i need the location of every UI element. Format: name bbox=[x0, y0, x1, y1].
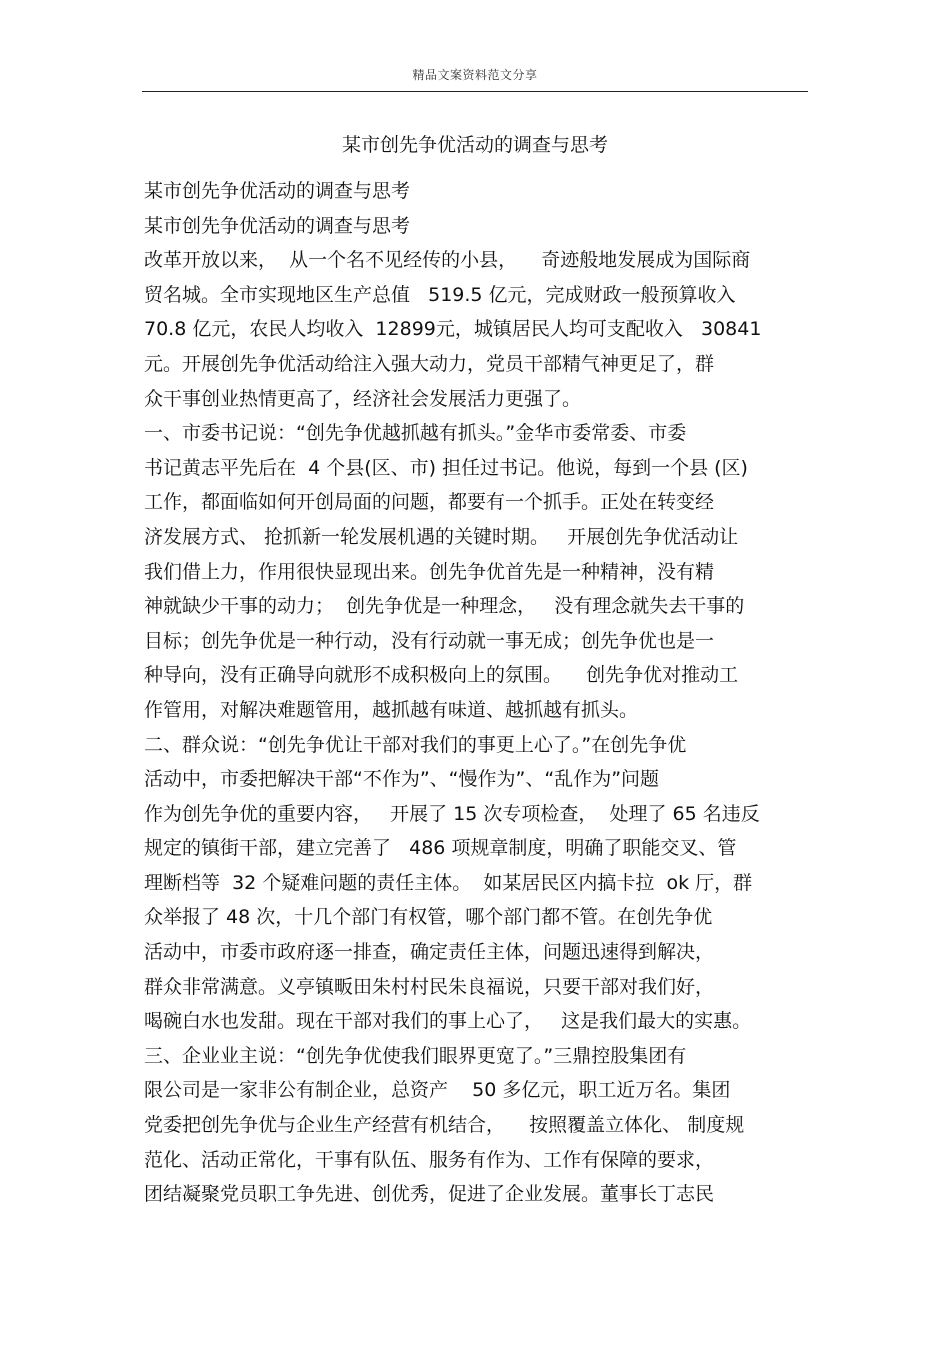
text-line: 群众非常满意。义亭镇畈田朱村村民朱良福说，只要干部对我们好， bbox=[144, 975, 715, 998]
text-line: 范化、活动正常化，干事有队伍、服务有作为、工作有保障的要求， bbox=[144, 1148, 715, 1171]
text-line: 规定的镇街干部，建立完善了 486 项规章制度，明确了职能交叉、管 bbox=[144, 837, 737, 860]
text-line: 书记黄志平先后在 4 个县(区、市) 担任过书记。他说，每到一个县 (区) bbox=[144, 456, 748, 479]
text-line: 理断档等 32 个疑难问题的责任主体。 如某居民区内搞卡拉 ok 厅，群 bbox=[144, 871, 753, 894]
text-line: 作管用，对解决难题管用，越抓越有味道、越抓越有抓头。 bbox=[144, 698, 639, 721]
text-line: 活动中，市委把解决干部“不作为”、“慢作为”、“乱作为”问题 bbox=[144, 768, 660, 791]
text-line: 贸名城。全市实现地区生产总值 519.5 亿元，完成财政一般预算收入 bbox=[144, 283, 736, 306]
text-line: 众干事创业热情更高了，经济社会发展活力更强了。 bbox=[144, 387, 582, 410]
text-line: 目标；创先争优是一种行动，没有行动就一事无成；创先争优也是一 bbox=[144, 629, 715, 652]
text-line: 改革开放以来， 从一个名不见经传的小县， 奇迹般地发展成为国际商 bbox=[144, 249, 751, 272]
text-line: 活动中，市委市政府逐一排查，确定责任主体，问题迅速得到解决， bbox=[144, 941, 715, 964]
text-line: 元。开展创先争优活动给注入强大动力，党员干部精气神更足了，群 bbox=[144, 352, 715, 375]
text-line: 一、市委书记说：“创先争优越抓越有抓头。”金华市委常委、市委 bbox=[144, 422, 687, 445]
text-line: 神就缺少干事的动力； 创先争优是一种理念， 没有理念就失去干事的 bbox=[144, 595, 745, 618]
text-line: 种导向，没有正确导向就形不成积极向上的氛围。 创先争优对推动工 bbox=[144, 664, 739, 687]
body-text bbox=[144, 174, 814, 1212]
text-line: 某市创先争优活动的调查与思考 bbox=[144, 180, 411, 202]
text-line: 限公司是一家非公有制企业，总资产 50 多亿元，职工近万名。集团 bbox=[144, 1079, 731, 1102]
text-line: 二、群众说：“创先争优让干部对我们的事更上心了。”在创先争优 bbox=[144, 733, 687, 756]
text-line: 团结凝聚党员职工争先进、创优秀，促进了企业发展。董事长丁志民 bbox=[144, 1183, 715, 1206]
text-line: 某市创先争优活动的调查与思考 bbox=[144, 214, 411, 237]
header-rule bbox=[142, 91, 808, 92]
text-line: 党委把创先争优与企业生产经营有机结合， 按照覆盖立体化、 制度规 bbox=[144, 1114, 745, 1137]
text-line: 众举报了 48 次，十几个部门有权管，哪个部门都不管。在创先争优 bbox=[144, 906, 713, 929]
text-line: 70.8 亿元，农民人均收入 12899元，城镇居民人均可支配收入 30841 bbox=[144, 318, 762, 341]
text-line: 喝碗白水也发甜。现在干部对我们的事上心了， 这是我们最大的实惠。 bbox=[144, 1010, 752, 1033]
document-title: 某市创先争优活动的调查与思考 bbox=[341, 134, 608, 156]
text-line: 我们借上力，作用很快显现出来。创先争优首先是一种精神，没有精 bbox=[144, 560, 715, 583]
text-line: 三、企业业主说：“创先争优使我们眼界更宽了。”三鼎控股集团有 bbox=[144, 1044, 687, 1067]
text-line: 济发展方式、 抢抓新一轮发展机遇的关键时期。 开展创先争优活动让 bbox=[144, 525, 739, 548]
text-line: 工作，都面临如何开创局面的问题，都要有一个抓手。正处在转变经 bbox=[144, 491, 715, 514]
running-header: 精品文案资料范文分享 bbox=[412, 68, 538, 82]
text-line: 作为创先争优的重要内容， 开展了 15 次专项检查， 处理了 65 名违反 bbox=[144, 802, 760, 825]
